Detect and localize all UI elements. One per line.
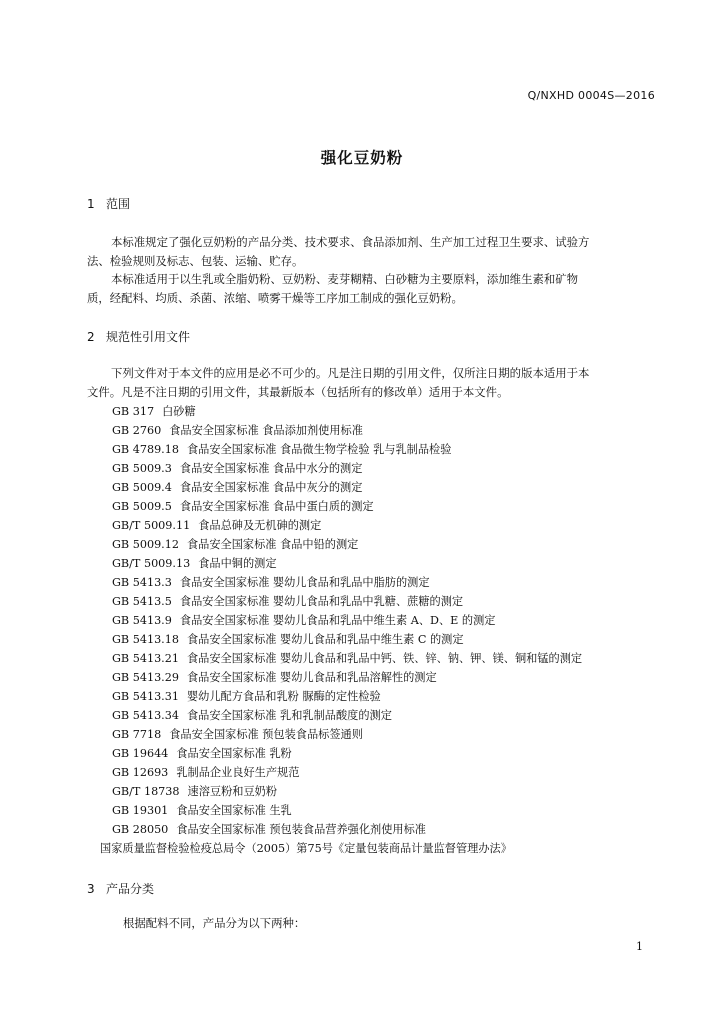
text-line: 根据配料不同，产品分为以下两种： [123,916,306,930]
document-title: 强化豆奶粉 [320,149,404,167]
section-heading-normative-references [87,328,190,345]
reference-code: GB 28050 [112,823,169,836]
reference-item [112,820,582,839]
reference-title: 食品安全国家标准 婴幼儿食品和乳品中脂肪的测定 [179,576,430,589]
reference-code: GB 4789.18 [112,443,179,456]
reference-code: GB 5009.3 [112,462,172,475]
reference-item [112,592,582,611]
reference-item [112,782,582,801]
text-line: 下列文件对于本文件的应用是必不可少的。凡是注日期的引用文件，仅所注日期的版本适用于本 [111,366,590,380]
references-intro-paragraph [87,364,657,401]
reference-list [100,402,583,858]
reference-code: GB 5413.9 [112,614,172,627]
reference-title: 食品安全国家标准 婴幼儿食品和乳品中维生素 C 的测定 [186,633,464,646]
reference-code: GB 2760 [112,424,162,437]
reference-code: GB 5413.5 [112,595,172,608]
section-number: 1 [87,197,95,211]
reference-item [112,421,582,440]
reference-title: 白砂糖 [162,405,196,418]
reference-code: GB 5413.3 [112,576,172,589]
reference-title: 食品安全国家标准 食品微生物学检验 乳与乳制品检验 [186,443,452,456]
reference-item [112,668,582,687]
reference-code: GB/T 18738 [112,785,180,798]
scope-paragraph-2 [87,270,657,307]
reference-title: 婴幼儿配方食品和乳粉 脲酶的定性检验 [186,690,381,703]
text-line: 文件。凡是不注日期的引用文件，其最新版本（包括所有的修改单）适用于本文件。 [87,384,509,399]
reference-title: 食品安全国家标准 婴幼儿食品和乳品溶解性的测定 [186,671,437,684]
standard-code: Q/NXHD 0004S—2016 [527,89,655,102]
section-number: 3 [87,882,95,896]
reference-title: 食品安全国家标准 婴幼儿食品和乳品中乳糖、蔗糖的测定 [179,595,464,608]
reference-title: 食品安全国家标准 乳粉 [176,747,292,760]
reference-code: GB 19301 [112,804,169,817]
reference-item [112,535,582,554]
reference-item [112,706,582,725]
reference-item [112,440,582,459]
reference-item [100,839,582,858]
reference-item [112,649,582,668]
scope-paragraph-1 [87,233,657,270]
reference-title: 食品安全国家标准 食品中灰分的测定 [179,481,363,494]
reference-item [112,554,582,573]
reference-code: GB 317 [112,405,155,418]
reference-title: 速溶豆粉和豆奶粉 [187,785,278,798]
section-number: 2 [87,330,95,344]
reference-code: GB 5413.29 [112,671,179,684]
section-title: 规范性引用文件 [106,330,191,344]
reference-title: 食品总砷及无机砷的测定 [198,519,322,532]
reference-item [112,744,582,763]
text-line: 法、检验规则及标志、包装、运输、贮存。 [87,253,304,268]
reference-item [112,573,582,592]
section-heading-product-classification [87,880,154,897]
section-heading-scope [87,195,130,212]
section-title: 产品分类 [106,882,155,896]
reference-title: 食品安全国家标准 食品中铅的测定 [186,538,359,551]
reference-item [112,725,582,744]
reference-item [112,478,582,497]
reference-item [112,459,582,478]
reference-code: GB 5413.31 [112,690,179,703]
reference-title: 食品安全国家标准 食品中水分的测定 [179,462,363,475]
reference-code: GB 5413.21 [112,652,179,665]
text-line: 本标准适用于以生乳或全脂奶粉、豆奶粉、麦芽糊精、白砂糖为主要原料，添加维生素和矿物 [111,272,579,286]
section-title: 范围 [106,197,131,211]
reference-code: GB 5009.5 [112,500,172,513]
reference-title: 食品安全国家标准 预包装食品营养强化剂使用标准 [176,823,426,836]
reference-code: GB 5413.34 [112,709,179,722]
reference-item [112,611,582,630]
reference-title: 食品安全国家标准 婴幼儿食品和乳品中钙、铁、锌、钠、钾、镁、铜和锰的测定 [186,652,583,665]
text-line: 质，经配料、均质、杀菌、浓缩、喷雾干燥等工序加工制成的强化豆奶粉。 [87,290,463,305]
reference-title: 食品安全国家标准 预包装食品标签通则 [169,728,363,741]
reference-code: GB/T 5009.11 [112,519,191,532]
reference-title: 乳制品企业良好生产规范 [176,766,300,779]
reference-code: 国家质量监督检验检疫总局令（2005）第75号 [100,842,333,855]
reference-code: GB 5009.4 [112,481,172,494]
reference-code: GB/T 5009.13 [112,557,191,570]
classification-intro [99,914,669,933]
reference-item [112,801,582,820]
reference-item [112,687,582,706]
reference-code: GB 7718 [112,728,162,741]
reference-title: 食品安全国家标准 食品中蛋白质的测定 [179,500,374,513]
reference-title: 食品安全国家标准 食品添加剂使用标准 [169,424,363,437]
text-line: 本标准规定了强化豆奶粉的产品分类、技术要求、食品添加剂、生产加工过程卫生要求、试验方 [111,235,590,249]
reference-title: 《定量包装商品计量监督管理办法》 [332,842,512,855]
page-number: 1 [636,940,643,953]
reference-code: GB 19644 [112,747,169,760]
reference-item [112,402,582,421]
reference-item [112,516,582,535]
reference-code: GB 5009.12 [112,538,179,551]
reference-title: 食品安全国家标准 婴幼儿食品和乳品中维生素 A、D、E 的测定 [179,614,496,627]
reference-item [112,630,582,649]
reference-title: 食品中铜的测定 [198,557,277,570]
reference-code: GB 5413.18 [112,633,179,646]
reference-title: 食品安全国家标准 生乳 [176,804,292,817]
reference-title: 食品安全国家标准 乳和乳制品酸度的测定 [186,709,392,722]
reference-item [112,763,582,782]
reference-item [112,497,582,516]
reference-code: GB 12693 [112,766,169,779]
